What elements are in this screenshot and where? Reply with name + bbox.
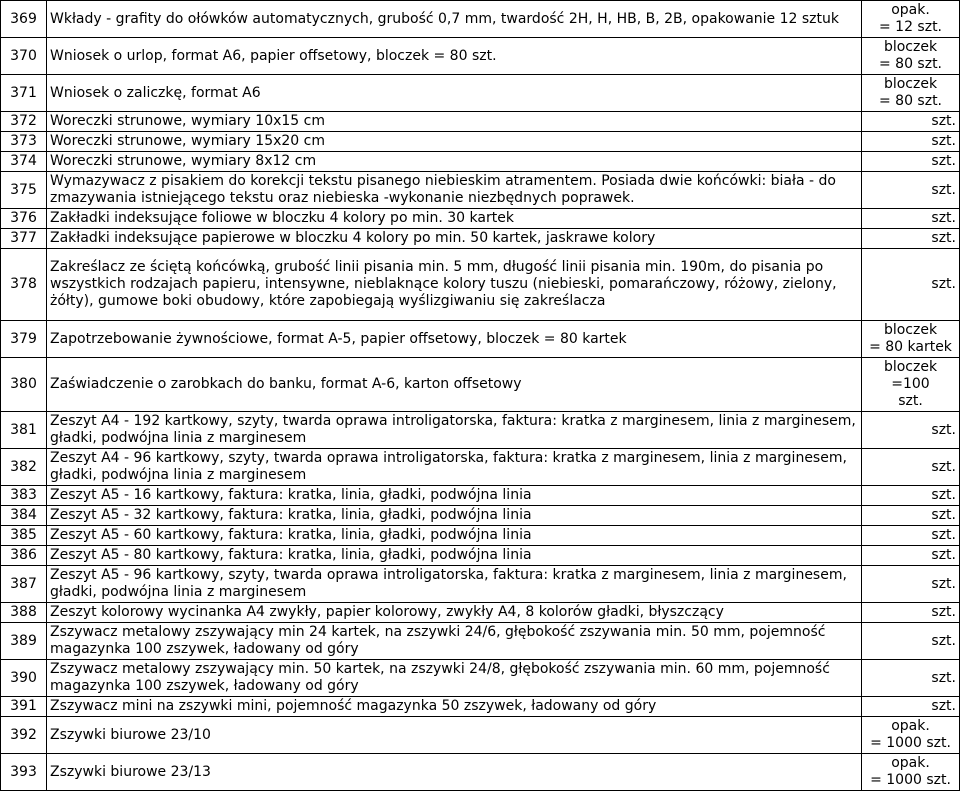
unit-line: = 12 szt. (878, 19, 943, 35)
item-number: 378 (1, 249, 47, 321)
item-unit (862, 321, 960, 358)
unit-line: = 1000 szt. (870, 772, 951, 788)
item-description: Wniosek o urlop, format A6, papier offsetowy, bloczek = 80 szt. (47, 38, 862, 75)
table-row (1, 1, 960, 38)
item-unit (862, 209, 960, 229)
unit-line: = 1000 szt. (870, 735, 951, 751)
item-number: 393 (1, 754, 47, 791)
item-description: Zakreślacz ze ściętą końcówką, grubość linii pisania min. 5 mm, długość linii pisania min. 190m, do pisania po wszystkich rodzajach papieru, intensywne, nieblaknące kolory tuszu (niebieski, pomarańczowy, różowy, zielony, żółty), gumowe boki obudowy, które zapobiegają wyślizgiwaniu się zakreślacza (47, 249, 862, 321)
item-unit (862, 603, 960, 623)
table-row (1, 506, 960, 526)
table-row (1, 112, 960, 132)
item-unit (862, 660, 960, 697)
item-number: 377 (1, 229, 47, 249)
item-unit (862, 449, 960, 486)
item-number: 390 (1, 660, 47, 697)
item-description: Zeszyt A5 - 32 kartkowy, faktura: kratka, linia, gładki, podwójna linia (47, 506, 862, 526)
table-row (1, 526, 960, 546)
unit-line: bloczek =100 (883, 359, 938, 392)
unit-line: szt. (931, 210, 956, 226)
table-row (1, 566, 960, 603)
unit-line: bloczek (883, 76, 938, 92)
table-row (1, 172, 960, 209)
item-description: Woreczki strunowe, wymiary 10x15 cm (47, 112, 862, 132)
unit-line: opak. (891, 755, 930, 771)
unit-line: szt. (931, 669, 956, 686)
table-row (1, 152, 960, 172)
item-unit (862, 112, 960, 132)
item-description: Zszywacz metalowy zszywający min. 50 kartek, na zszywki 24/8, głębokość zszywania min. 60 mm, pojemność magazynka 100 zszywek, ładowany od góry (47, 660, 862, 697)
item-number: 379 (1, 321, 47, 358)
item-number: 382 (1, 449, 47, 486)
item-number: 381 (1, 412, 47, 449)
table-row (1, 603, 960, 623)
item-number: 369 (1, 1, 47, 38)
item-number: 384 (1, 506, 47, 526)
item-unit (862, 1, 960, 38)
item-number: 389 (1, 623, 47, 660)
item-unit (862, 412, 960, 449)
item-number: 386 (1, 546, 47, 566)
items-table-body (1, 1, 960, 791)
item-unit (862, 132, 960, 152)
item-description: Zakładki indeksujące foliowe w bloczku 4 kolory po min. 30 kartek (47, 209, 862, 229)
table-row (1, 449, 960, 486)
unit-line: szt. (931, 113, 956, 129)
unit-line: szt. (931, 632, 956, 649)
item-description: Zeszyt A5 - 16 kartkowy, faktura: kratka, linia, gładki, podwójna linia (47, 486, 862, 506)
item-description: Zszywki biurowe 23/13 (47, 754, 862, 791)
item-number: 375 (1, 172, 47, 209)
item-description: Zeszyt A5 - 80 kartkowy, faktura: kratka, linia, gładki, podwójna linia (47, 546, 862, 566)
item-description: Zszywacz mini na zszywki mini, pojemność magazynka 50 zszywek, ładowany od góry (47, 697, 862, 717)
item-unit (862, 546, 960, 566)
unit-line: opak. (891, 718, 930, 734)
item-description: Wymazywacz z pisakiem do korekcji tekstu pisanego niebieskim atramentem. Posiada dwie końcówki: biała - do zmazywania istniejącego tekstu oraz niebieska -wykonanie niezbędnych poprawek. (47, 172, 862, 209)
item-description: Woreczki strunowe, wymiary 8x12 cm (47, 152, 862, 172)
unit-line: opak. (891, 2, 930, 18)
unit-line: szt. (931, 575, 956, 592)
item-unit (862, 754, 960, 791)
item-description: Zszywki biurowe 23/10 (47, 717, 862, 754)
table-row (1, 229, 960, 249)
item-unit (862, 229, 960, 249)
table-row (1, 623, 960, 660)
item-description: Zeszyt A4 - 96 kartkowy, szyty, twarda oprawa introligatorska, faktura: kratka z marginesem, linia z marginesem, gładki, podwójna linia z marginesem (47, 449, 862, 486)
item-unit (862, 506, 960, 526)
unit-line: szt. (898, 393, 923, 409)
unit-line: = 80 szt. (878, 93, 943, 109)
item-number: 385 (1, 526, 47, 546)
item-unit (862, 358, 960, 412)
item-number: 391 (1, 697, 47, 717)
unit-line: szt. (931, 230, 956, 246)
unit-line: = 80 kartek (869, 339, 952, 355)
item-unit (862, 249, 960, 321)
table-row (1, 249, 960, 321)
item-description: Zeszyt A4 - 192 kartkowy, szyty, twarda oprawa introligatorska, faktura: kratka z marginesem, linia z marginesem, gładki, podwójna linia z marginesem (47, 412, 862, 449)
unit-line: szt. (931, 487, 956, 503)
item-unit (862, 717, 960, 754)
table-row (1, 717, 960, 754)
item-description: Zeszyt A5 - 60 kartkowy, faktura: kratka, linia, gładki, podwójna linia (47, 526, 862, 546)
unit-line: szt. (931, 421, 956, 438)
item-number: 370 (1, 38, 47, 75)
item-unit (862, 172, 960, 209)
item-number: 380 (1, 358, 47, 412)
unit-line: bloczek (883, 322, 938, 338)
item-number: 387 (1, 566, 47, 603)
item-unit (862, 566, 960, 603)
table-row (1, 75, 960, 112)
item-description: Zeszyt kolorowy wycinanka A4 zwykły, papier kolorowy, zwykły A4, 8 kolorów gładki, błyszczący (47, 603, 862, 623)
unit-line: szt. (931, 458, 956, 475)
item-number: 372 (1, 112, 47, 132)
unit-line: szt. (931, 276, 956, 292)
item-number: 371 (1, 75, 47, 112)
item-description: Zapotrzebowanie żywnościowe, format A-5, papier offsetowy, bloczek = 80 kartek (47, 321, 862, 358)
unit-line: = 80 szt. (878, 56, 943, 72)
table-row (1, 209, 960, 229)
item-unit (862, 526, 960, 546)
table-row (1, 358, 960, 412)
unit-line: szt. (931, 507, 956, 523)
table-row (1, 38, 960, 75)
item-unit (862, 486, 960, 506)
unit-line: szt. (931, 527, 956, 543)
item-number: 373 (1, 132, 47, 152)
item-number: 374 (1, 152, 47, 172)
table-row (1, 546, 960, 566)
unit-line: szt. (931, 133, 956, 149)
item-unit (862, 75, 960, 112)
unit-line: szt. (931, 153, 956, 169)
item-description: Wniosek o zaliczkę, format A6 (47, 75, 862, 112)
item-description: Zakładki indeksujące papierowe w bloczku 4 kolory po min. 50 kartek, jaskrawe kolory (47, 229, 862, 249)
item-description: Woreczki strunowe, wymiary 15x20 cm (47, 132, 862, 152)
item-description: Zaświadczenie o zarobkach do banku, format A-6, karton offsetowy (47, 358, 862, 412)
item-unit (862, 623, 960, 660)
item-description: Zeszyt A5 - 96 kartkowy, szyty, twarda oprawa introligatorska, faktura: kratka z marginesem, linia z marginesem, gładki, podwójna linia z marginesem (47, 566, 862, 603)
table-row (1, 132, 960, 152)
unit-line: szt. (931, 547, 956, 563)
unit-line: szt. (931, 181, 956, 198)
unit-line: szt. (931, 698, 956, 714)
table-row (1, 697, 960, 717)
item-number: 392 (1, 717, 47, 754)
table-row (1, 754, 960, 791)
unit-line: szt. (931, 604, 956, 620)
item-number: 388 (1, 603, 47, 623)
table-row (1, 321, 960, 358)
item-number: 383 (1, 486, 47, 506)
item-description: Wkłady - grafity do ołówków automatycznych, grubość 0,7 mm, twardość 2H, H, HB, B, 2B, opakowanie 12 sztuk (47, 1, 862, 38)
item-number: 376 (1, 209, 47, 229)
table-row (1, 660, 960, 697)
unit-line: bloczek (883, 39, 938, 55)
item-description: Zszywacz metalowy zszywający min 24 kartek, na zszywki 24/6, głębokość zszywania min. 50 mm, pojemność magazynka 100 zszywek, ładowany od góry (47, 623, 862, 660)
item-unit (862, 152, 960, 172)
item-unit (862, 38, 960, 75)
table-row (1, 486, 960, 506)
item-unit (862, 697, 960, 717)
table-row (1, 412, 960, 449)
